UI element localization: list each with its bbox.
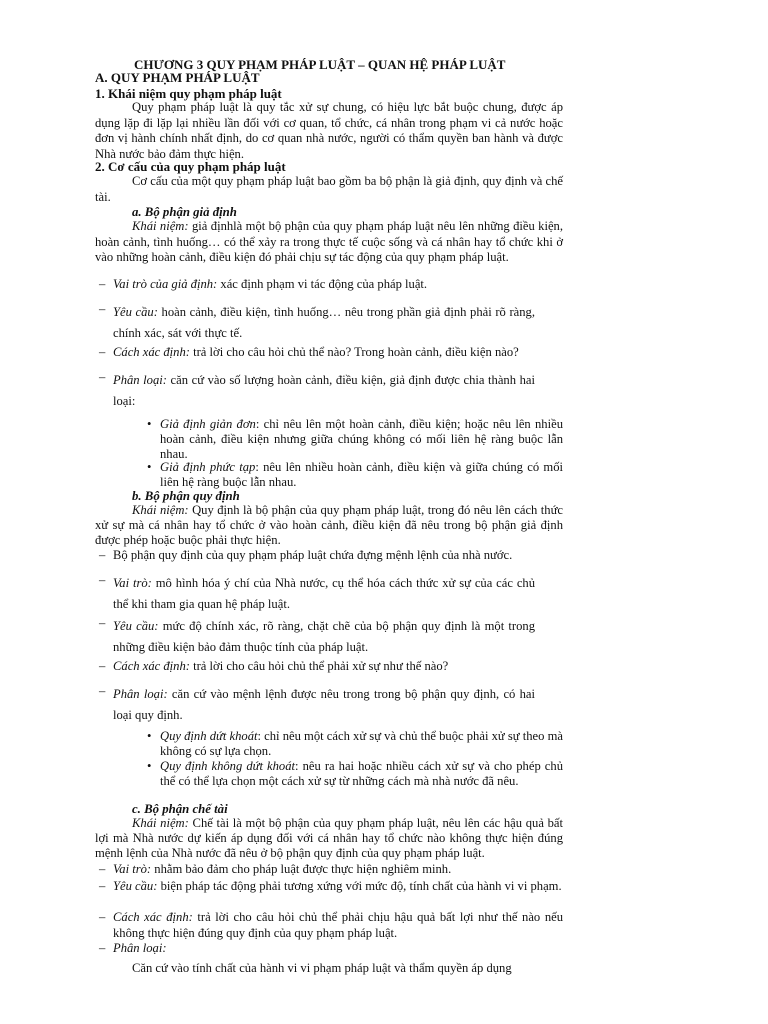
a-def-label: Khái niệm: — [132, 219, 189, 233]
subheading-c: c. Bộ phận chế tài — [132, 802, 228, 816]
item-text: căn cứ vào số lượng hoàn cảnh, điều kiện, giả định được chia thành hai loại: — [113, 373, 535, 408]
c-definition — [95, 816, 563, 862]
bullet-marker: • — [147, 417, 152, 431]
item-label: Yêu cầu: — [113, 305, 158, 319]
a-item-role — [99, 277, 535, 293]
a-def-text: giả địnhlà một bộ phận của quy phạm pháp luật nêu lên những điều kiện, hoàn cảnh, tình huống… có thể xảy ra trong thực tế cuộc sống và cá nhân hay tổ chức khi ở vào những hoàn cảnh, điều kiện đó phải chịu sự tác động của quy phạm pháp luật. — [95, 219, 563, 265]
item-label: Cách xác định: — [113, 910, 193, 924]
bullet-marker: • — [147, 759, 152, 773]
section-a-heading: A. QUY PHẠM PHÁP LUẬT — [95, 70, 260, 85]
bullet-text: : nêu lên nhiều hoàn cảnh, điều kiện và giữa chúng có mối liên hệ ràng buộc lẫn nhau. — [160, 460, 563, 490]
c-item-requirement — [99, 879, 563, 895]
item-text: mức độ chính xác, rõ ràng, chặt chẽ của bộ phận quy định là một trong những điều kiện bảo đảm thuộc tính của pháp luật. — [113, 619, 535, 654]
b-definition — [95, 503, 563, 549]
dash-marker: – — [99, 941, 106, 955]
dash-marker: – — [99, 659, 106, 673]
a-bullet-simple — [147, 417, 563, 463]
paragraph-structure: Cơ cấu của một quy phạm pháp luật bao gồm ba bộ phận là giả định, quy định và chế tài. — [95, 174, 563, 204]
heading-2: 2. Cơ cấu của quy phạm pháp luật — [95, 159, 286, 174]
item-label: Vai trò: — [113, 576, 152, 590]
bullet-label: Giả định giản đơn — [160, 417, 256, 431]
dash-marker: – — [99, 302, 106, 316]
c-def-text: Chế tài là một bộ phận của quy phạm pháp luật, nêu lên các hậu quả bất lợi mà Nhà nước dự kiến áp dụng đối với cá nhân hay tổ chức nào không thực hiện đúng mệnh lệnh của Nhà nước đã nêu ở bộ phận quy định của quy phạm pháp luật. — [95, 816, 563, 861]
dash-marker: – — [99, 684, 106, 698]
item-text: mô hình hóa ý chí của Nhà nước, cụ thể hóa cách thức xử sự của các chủ thể khi tham gia quan hệ pháp luật. — [113, 576, 535, 611]
item-label: Cách xác định: — [113, 659, 190, 673]
item-text: trả lời cho câu hỏi chủ thể phải chịu hậu quả bất lợi như thế nào nếu không thực hiện đúng quy định của quy phạm pháp luật. — [113, 910, 563, 940]
a-item-classify — [99, 370, 535, 412]
item-text: biện pháp tác động phải tương xứng với mức độ, tính chất của hành vi vi phạm. — [157, 879, 562, 893]
item-text: xác định phạm vi tác động của pháp luật. — [217, 277, 428, 291]
item-label: Phân loại: — [113, 941, 167, 955]
item-label: Phân loại: — [113, 687, 168, 701]
item-label: Vai trò của giả định: — [113, 277, 218, 291]
bullet-text: : chỉ nêu lên một hoàn cảnh, điều kiện; hoặc nêu lên nhiều hoàn cảnh, điều kiện nhưng giữa chúng không có mối liên hệ ràng buộc lẫn nhau. — [160, 417, 563, 462]
b-item-classify — [99, 684, 535, 726]
a-item-identify — [99, 345, 535, 361]
item-text: trả lời cho câu hỏi chủ thể nào? Trong hoàn cảnh, điều kiện nào? — [189, 345, 519, 359]
dash-marker: – — [99, 573, 106, 587]
c-item-identify — [99, 910, 563, 941]
b-def-text: Quy định là bộ phận của quy phạm pháp luật, trong đó nêu lên cách thức xử sự mà cá nhân hay tổ chức ở vào hoàn cảnh, điều kiện đã nêu trong bộ phận giả định được phép hoặc buộc phải thực hiện. — [95, 503, 563, 548]
item-text: nhằm bảo đảm cho pháp luật được thực hiện nghiêm minh. — [151, 862, 452, 876]
bullet-text: : nêu ra hai hoặc nhiều cách xử sự và cho phép chủ thể có thể lựa chọn một cách xử sự từ những cách mà nhà nước đã nêu. — [160, 759, 563, 789]
item-text: trả lời cho câu hỏi chủ thể phải xử sự như thế nào? — [189, 659, 449, 673]
bullet-marker: • — [147, 729, 152, 743]
dash-marker: – — [99, 862, 106, 876]
b-item-command — [99, 548, 563, 564]
chapter-title: CHƯƠNG 3 QUY PHẠM PHÁP LUẬT – QUAN HỆ PHÁP LUẬT — [134, 57, 506, 72]
b-item-identify — [99, 659, 535, 675]
item-label: Cách xác định: — [113, 345, 190, 359]
c-item-classify — [99, 941, 563, 957]
item-text: căn cứ vào mệnh lệnh được nêu trong trong bộ phận quy định, có hai loại quy định. — [113, 687, 535, 722]
paragraph-definition: Quy phạm pháp luật là quy tắc xử sự chung, có hiệu lực bắt buộc chung, được áp dụng lặp đi lặp lại nhiều lần đối với cơ quan, tổ chức, cá nhân trong phạm vi cả nước hoặc đơn vị hành chính nhất định, do cơ quan nhà nước, người có thẩm quyền ban hành và được Nhà nước bảo đảm thực hiện. — [95, 100, 563, 162]
c-item-role — [99, 862, 563, 878]
a-definition — [95, 219, 563, 266]
bullet-label: Quy định dứt khoát — [160, 729, 258, 743]
dash-marker: – — [99, 616, 106, 630]
item-text: Bộ phận quy định của quy phạm pháp luật chứa đựng mệnh lệnh của nhà nước. — [113, 548, 513, 562]
dash-marker: – — [99, 879, 106, 893]
dash-marker: – — [99, 548, 106, 562]
item-label: Yêu cầu: — [113, 879, 158, 893]
b-def-label: Khái niệm: — [132, 503, 189, 517]
c-def-label: Khái niệm: — [132, 816, 189, 830]
bullet-label: Giả định phức tạp — [160, 460, 256, 474]
a-item-requirement — [99, 302, 535, 344]
item-text: hoàn cảnh, điều kiện, tình huống… nêu trong phần giả định phải rõ ràng, chính xác, sát với thực tế. — [113, 305, 535, 340]
dash-marker: – — [99, 345, 106, 359]
item-label: Yêu cầu: — [113, 619, 159, 633]
bullet-label: Quy định không dứt khoát — [160, 759, 296, 773]
item-label: Vai trò: — [113, 862, 152, 876]
b-item-requirement — [99, 616, 535, 658]
a-bullet-complex — [147, 460, 563, 490]
b-item-role — [99, 573, 535, 615]
b-bullet-indefinite — [147, 759, 563, 789]
dash-marker: – — [99, 910, 106, 924]
subheading-b: b. Bộ phận quy định — [132, 489, 240, 503]
bullet-text: : chỉ nêu một cách xử sự và chủ thể buộc phải xử sự theo mà không có sự lựa chọn. — [160, 729, 563, 759]
dash-marker: – — [99, 277, 106, 291]
c-last-paragraph: Căn cứ vào tính chất của hành vi vi phạm pháp luật và thẩm quyền áp dụng — [132, 961, 512, 975]
b-bullet-definite — [147, 729, 563, 759]
heading-1: 1. Khái niệm quy phạm pháp luật — [95, 86, 282, 101]
dash-marker: – — [99, 370, 106, 384]
subheading-a: a. Bộ phận giả định — [132, 205, 237, 219]
bullet-marker: • — [147, 460, 152, 474]
item-label: Phân loại: — [113, 373, 167, 387]
